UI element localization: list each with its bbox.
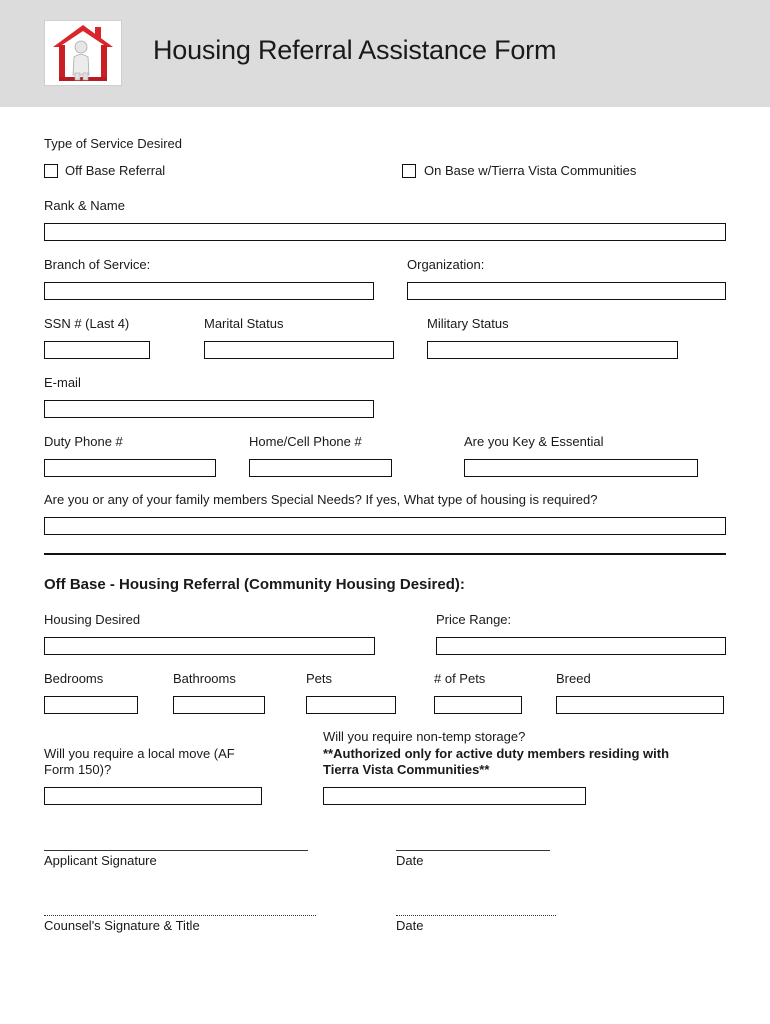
house-person-icon [44,20,122,86]
organization-field[interactable] [407,282,726,300]
applicant-signature-label: Applicant Signature [44,853,157,868]
pets-label: Pets [306,671,333,686]
rank-name-label: Rank & Name [44,198,125,213]
date-line-1[interactable] [396,850,550,851]
service-type-label: Type of Service Desired [44,136,183,151]
off-base-checkbox[interactable] [44,164,58,178]
num-pets-field[interactable] [434,696,522,714]
bedrooms-label: Bedrooms [44,671,104,686]
date-label-1: Date [396,853,424,868]
duty-phone-label: Duty Phone # [44,434,123,449]
price-range-label: Price Range: [436,612,512,627]
header-banner [0,0,770,107]
breed-label: Breed [556,671,591,686]
local-move-label: Will you require a local move (AF Form 150)? [44,746,235,777]
rank-name-field[interactable] [44,223,726,241]
bathrooms-field[interactable] [173,696,265,714]
counsel-signature-label: Counsel's Signature & Title [44,918,200,933]
military-status-field[interactable] [427,341,678,359]
storage-question-label: Will you require non-temp storage? [323,729,526,744]
key-essential-label: Are you Key & Essential [464,434,604,449]
home-phone-label: Home/Cell Phone # [249,434,362,449]
page-title: Housing Referral Assistance Form [153,35,557,65]
special-needs-field[interactable] [44,517,726,535]
on-base-label: On Base w/Tierra Vista Communities [424,163,637,178]
home-phone-field[interactable] [249,459,392,477]
branch-label: Branch of Service: [44,257,151,272]
ssn-label: SSN # (Last 4) [44,316,130,331]
bedrooms-field[interactable] [44,696,138,714]
housing-desired-label: Housing Desired [44,612,141,627]
housing-desired-field[interactable] [44,637,375,655]
date-label-2: Date [396,918,424,933]
organization-label: Organization: [407,257,485,272]
num-pets-label: # of Pets [434,671,486,686]
email-field[interactable] [44,400,374,418]
applicant-signature-line[interactable] [44,850,308,851]
section-divider [44,553,726,555]
price-range-field[interactable] [436,637,726,655]
marital-status-field[interactable] [204,341,394,359]
special-needs-label: Are you or any of your family members Special Needs? If yes, What type of housing is required? [44,492,598,507]
duty-phone-field[interactable] [44,459,216,477]
off-base-label: Off Base Referral [65,163,166,178]
ssn-field[interactable] [44,341,150,359]
on-base-checkbox[interactable] [402,164,416,178]
marital-status-label: Marital Status [204,316,284,331]
breed-field[interactable] [556,696,724,714]
storage-field[interactable] [323,787,586,805]
offbase-heading: Off Base - Housing Referral (Community Housing Desired): [44,576,465,593]
storage-note: **Authorized only for active duty members residing with Tierra Vista Communities** [323,746,670,777]
branch-field[interactable] [44,282,374,300]
local-move-field[interactable] [44,787,262,805]
counsel-signature-line[interactable] [44,915,316,916]
date-line-2[interactable] [396,915,556,916]
military-status-label: Military Status [427,316,509,331]
email-label: E-mail [44,375,81,390]
pets-field[interactable] [306,696,396,714]
bathrooms-label: Bathrooms [173,671,236,686]
key-essential-field[interactable] [464,459,698,477]
